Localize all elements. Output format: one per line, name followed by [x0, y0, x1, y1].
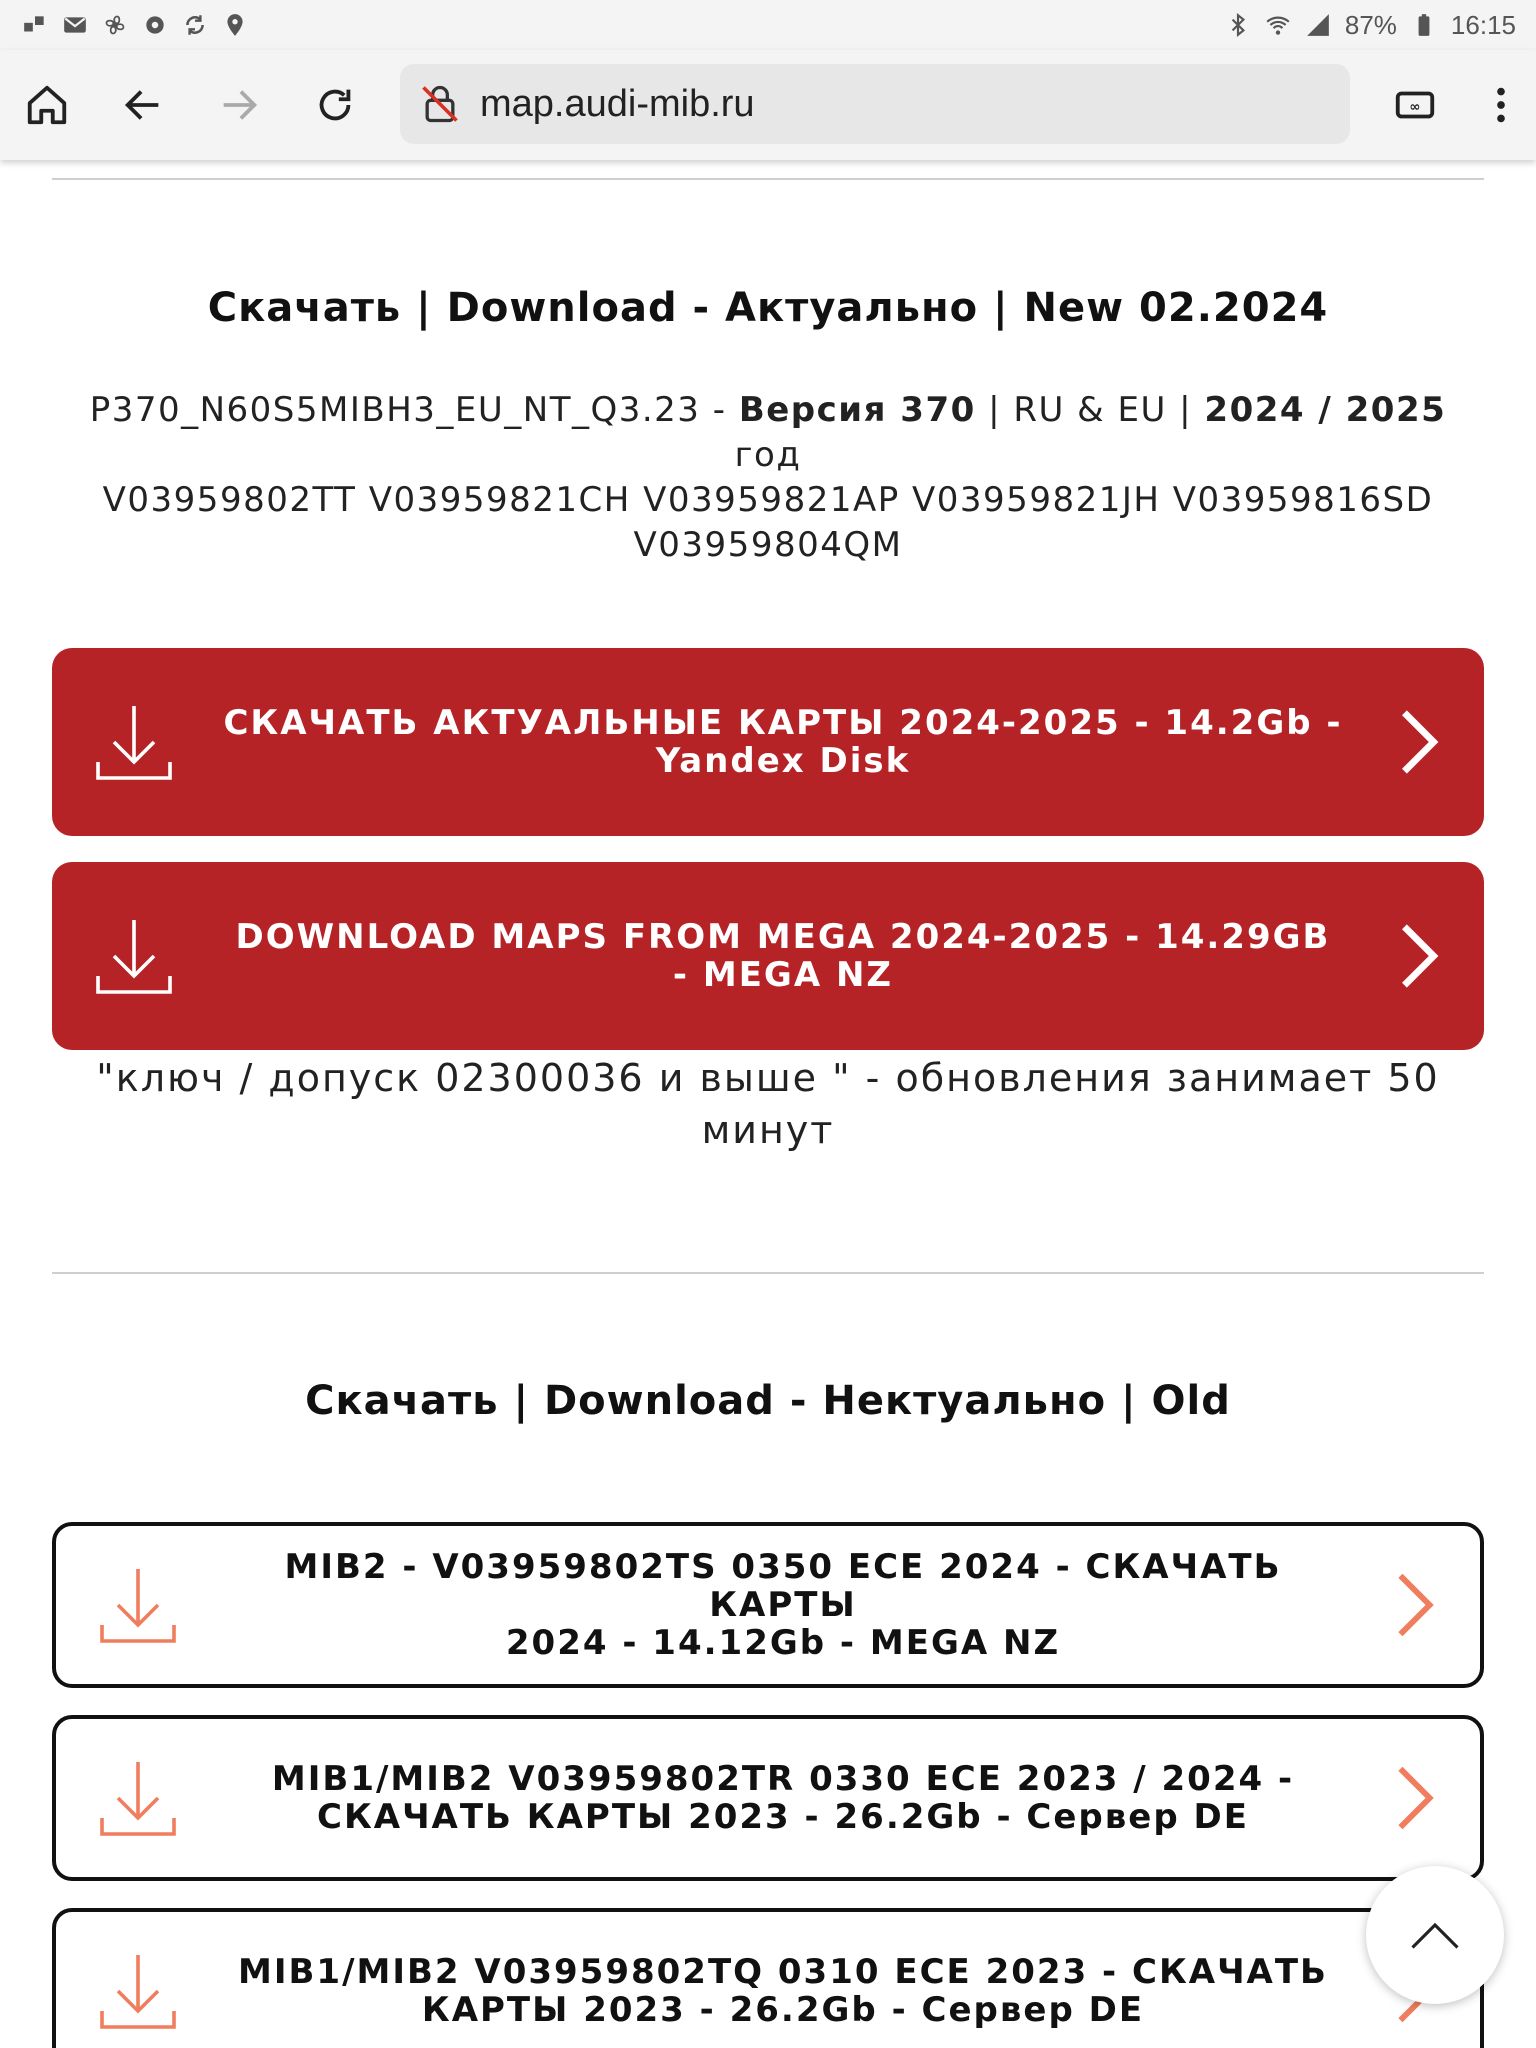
fan-icon [102, 12, 128, 38]
scroll-to-top-button[interactable] [1366, 1866, 1504, 2004]
bluetooth-icon [1225, 12, 1251, 38]
chevron-right-icon [1398, 921, 1442, 991]
version-prefix: P370_N60S5MIBH3_EU_NT_Q3.23 - [89, 390, 739, 430]
download-old-mib2-label [216, 1548, 1350, 1662]
divider [52, 1272, 1484, 1274]
page-content [0, 160, 1536, 2048]
download-mega-button[interactable] [52, 862, 1484, 1050]
download-old-tr-button[interactable] [52, 1715, 1484, 1881]
tabs-icon [1392, 82, 1438, 128]
forward-button[interactable] [210, 76, 268, 134]
home-button[interactable] [18, 76, 76, 134]
url-text: map.audi-mib.ru [480, 82, 755, 125]
clock-time: 16:15 [1450, 9, 1516, 40]
browser-toolbar [0, 50, 1536, 160]
version-suffix: год [734, 435, 802, 475]
sync-icon [182, 12, 208, 38]
label-line-2: - MEGA NZ [672, 955, 894, 995]
battery-icon [1411, 12, 1437, 38]
reload-icon [312, 82, 358, 128]
key-note: "ключ / допуск 02300036 и выше " - обновления занимает 50 минут [96, 1056, 1440, 1152]
download-old-tq-button[interactable] [52, 1908, 1484, 2048]
arrow-right-icon [216, 82, 262, 128]
label-line-2: СКАЧАТЬ КАРТЫ 2023 - 26.2Gb - Сервер DE [317, 1797, 1249, 1837]
label-line-2: КАРТЫ 2023 - 26.2Gb - Сервер DE [421, 1990, 1145, 2030]
version-info [40, 388, 1496, 568]
label-line-1: MIB1/MIB2 V03959802TQ 0310 ECE 2023 - СКАЧАТЬ [238, 1952, 1328, 1992]
section-heading-old: Скачать | Download - Нектуально | Old [305, 1378, 1231, 1424]
label-line-2: Yandex Disk [655, 741, 911, 781]
settings-gear-icon [142, 12, 168, 38]
version-region: | RU & EU | [975, 390, 1205, 430]
chevron-right-icon [1394, 1570, 1438, 1640]
battery-percent: 87% [1344, 9, 1397, 40]
label-line-1: СКАЧАТЬ АКТУАЛЬНЫЕ КАРТЫ 2024-2025 - 14.2Gb - [223, 703, 1343, 743]
download-yandex-label [212, 704, 1354, 780]
wifi-icon [1265, 12, 1291, 38]
section-heading-current: Скачать | Download - Актуально | New 02.2024 [207, 285, 1329, 331]
part-numbers: V03959802TT V03959821CH V03959821AP V03959821JH V03959816SD V03959804QM [102, 480, 1434, 565]
download-icon [98, 1565, 178, 1645]
svg-text:∞: ∞ [1409, 99, 1421, 115]
notification-icon [22, 12, 48, 38]
download-icon [98, 1951, 178, 2031]
download-old-mib2-button[interactable] [52, 1522, 1484, 1688]
chevron-right-icon [1394, 1763, 1438, 1833]
insecure-lock-icon [418, 82, 462, 126]
back-button[interactable] [114, 76, 172, 134]
download-icon [94, 916, 174, 996]
version-years: 2024 / 2025 [1204, 390, 1447, 430]
download-old-tq-label [216, 1953, 1350, 2029]
more-vertical-icon [1478, 82, 1524, 128]
label-line-1: MIB2 - V03959802TS 0350 ECE 2024 - СКАЧАТЬ КАРТЫ [284, 1547, 1282, 1625]
download-old-tr-label [216, 1760, 1350, 1836]
mail-icon [62, 12, 88, 38]
label-line-1: MIB1/MIB2 V03959802TR 0330 ECE 2023 / 2024 - [271, 1759, 1295, 1799]
reload-button[interactable] [306, 76, 364, 134]
version-label: Версия 370 [738, 390, 976, 430]
menu-button[interactable] [1472, 76, 1530, 134]
download-yandex-button[interactable] [52, 648, 1484, 836]
divider [52, 178, 1484, 180]
arrow-left-icon [120, 82, 166, 128]
address-bar[interactable] [400, 64, 1350, 144]
location-icon [222, 12, 248, 38]
download-icon [98, 1758, 178, 1838]
label-line-1: DOWNLOAD MAPS FROM MEGA 2024-2025 - 14.29GB [235, 917, 1331, 957]
home-icon [24, 82, 70, 128]
chevron-right-icon [1398, 707, 1442, 777]
signal-icon [1305, 12, 1331, 38]
label-line-2: 2024 - 14.12Gb - MEGA NZ [505, 1623, 1061, 1663]
download-mega-label [212, 918, 1354, 994]
tabs-button[interactable] [1386, 76, 1444, 134]
download-icon [94, 702, 174, 782]
chevron-up-icon [1410, 1920, 1460, 1950]
status-bar [0, 0, 1536, 50]
